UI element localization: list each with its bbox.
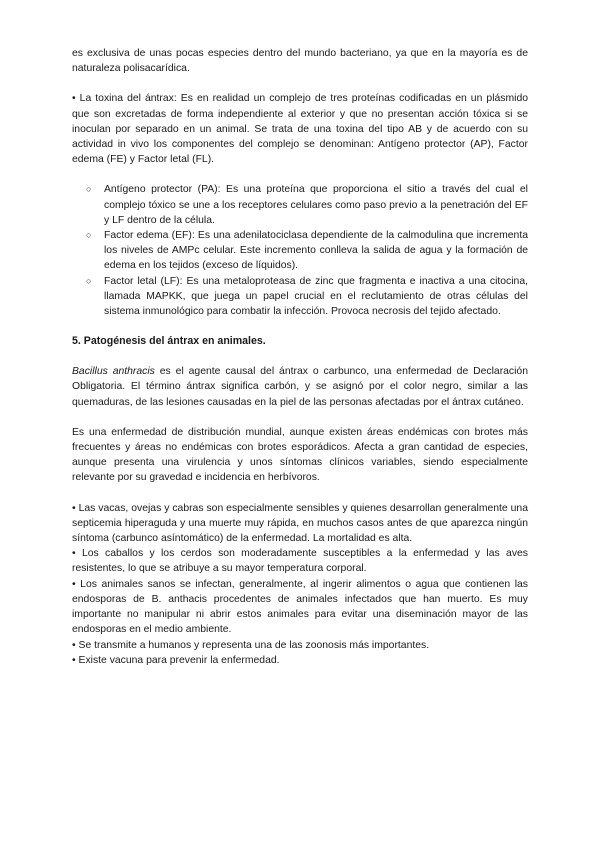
list-item-text: Factor edema (EF): Es una adenilatociclasa dependiente de la calmodulina que incrementa los niveles de AMPc celular. Este incremento conlleva la salida de agua y la formación de edema en los tejidos (exceso de líquidos). xyxy=(104,230,528,272)
list-item: • Los caballos y los cerdos son moderadamente susceptibles a la enfermedad y las aves resistentes, lo que se atribuye a su mayor temperatura corporal. xyxy=(72,548,528,575)
list-item: • Se transmite a humanos y representa una de las zoonosis más importantes. xyxy=(72,639,430,651)
species-name: Bacillus anthracis xyxy=(72,366,155,378)
list-item xyxy=(86,274,528,320)
circle-bullet-icon: ○ xyxy=(86,230,92,241)
toxin-components-list xyxy=(72,182,528,319)
bacillus-paragraph xyxy=(72,364,528,410)
bacillus-text: es el agente causal del ántrax o carbunco, una enfermedad de Declaración Obligatoria. El término ántrax significa carbón, y se asignó por el color negro, similar a las quemaduras, de las lesiones causadas en la piel de las personas afectadas por el ántrax cutáneo. xyxy=(72,366,528,408)
section-heading: 5. Patogénesis del ántrax en animales. xyxy=(72,335,266,348)
intro-end-paragraph: es exclusiva de unas pocas especies dentro del mundo bacteriano, ya que en la mayoría es de naturaleza polisacarídica. xyxy=(72,48,528,75)
distribution-paragraph: Es una enfermedad de distribución mundial, aunque existen áreas endémicas con brotes más frecuentes y áreas no endémicas con brotes esporádicos. Afecta a gran cantidad de especies, aunque presenta una virulencia y unos síntomas clínicos variables, siendo especialmente relevante por su gravedad e incidencia en herbívoros. xyxy=(72,426,528,484)
list-item-text: Antígeno protector (PA): Es una proteína que proporciona el sitio a través del cual el complejo tóxico se une a los receptores celulares como paso previo a la penetración del EF y LF dentro de la célula. xyxy=(104,184,528,226)
circle-bullet-icon: ○ xyxy=(86,184,92,195)
list-item xyxy=(86,182,528,228)
list-item: • Las vacas, ovejas y cabras son especialmente sensibles y quienes desarrollan generalmente una septicemia hiperaguda y una muerte muy rápida, en muchos casos antes de que aparezca ningún síntoma (carbunco asíntomático) de la enfermedad. La mortalidad es alta. xyxy=(72,502,528,545)
list-item-text: Factor letal (LF): Es una metaloproteasa de zinc que fragmenta e inactiva a una citocina, llamada MAPKK, que juega un papel crucial en el reclutamiento de otras células del sistema inmunológico para combatir la infección. Provoca necrosis del tejido afectado. xyxy=(104,275,528,318)
list-item xyxy=(86,228,528,274)
list-item: • Los animales sanos se infectan, generalmente, al ingerir alimentos o agua que contienen las endosporas de B. anthacis procedentes de animales infectados que han muerto. Es muy importante no manipular ni abrir estos animales para evitar una diseminación mayor de las endosporas en el medio ambiente. xyxy=(72,578,528,636)
list-item: • Existe vacuna para prevenir la enfermedad. xyxy=(72,654,280,666)
toxina-paragraph: • La toxina del ántrax: Es en realidad un complejo de tres proteínas codificadas en un plásmido que son excretadas de forma independiente al exterior y que no presentan acción tóxica si se inoculan por separado en un animal. Se trata de una toxina del tipo AB y de acuerdo con su actividad in vivo los componentes del complejo se denominan: Antígeno protector (AP), Factor edema (FE) y Factor letal (FL). xyxy=(72,93,528,166)
circle-bullet-icon: ○ xyxy=(86,275,92,286)
animal-points-list xyxy=(72,501,528,668)
